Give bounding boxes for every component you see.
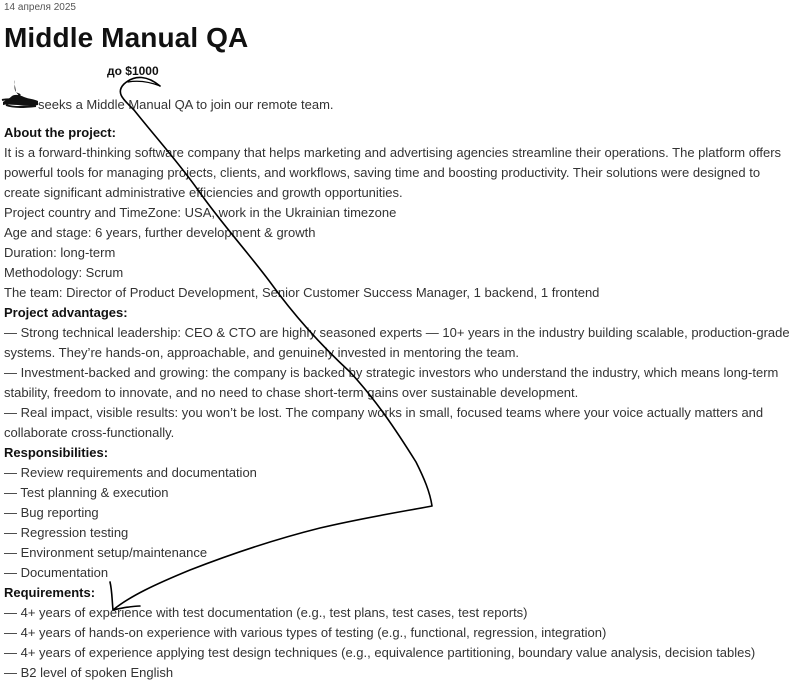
requirement-item: — 4+ years of hands-on experience with various types of testing (e.g., functional, regression, integration) <box>4 625 607 640</box>
detail-duration: Duration: long-term <box>4 245 116 260</box>
detail-methodology: Methodology: Scrum <box>4 265 124 280</box>
responsibility-item: — Regression testing <box>4 525 129 540</box>
requirement-item: — 4+ years of experience with test documentation (e.g., test plans, test cases, test reports) <box>4 605 528 620</box>
about-heading: About the project: <box>4 125 116 140</box>
intro-text: seeks a Middle Manual QA to join our remote team. <box>38 97 334 112</box>
responsibility-item: — Test planning & execution <box>4 485 169 500</box>
about-description: It is a forward-thinking software company that helps marketing and advertising agencies streamline their operations. The platform offers powerful tools for managing projects, clients, and workflows, saving time and boosting productivity. Their solutions were designed to create significant administrative efficiencies and growth opportunities. <box>4 145 782 200</box>
requirements-heading: Requirements: <box>4 585 96 600</box>
advantage-item: — Real impact, visible results: you won’t be lost. The company works in small, focused teams where your voice actually matters and collaborate cross-functionally. <box>4 405 764 440</box>
detail-country: Project country and TimeZone: USA, work in the Ukrainian timezone <box>4 205 397 220</box>
page-title: Middle Manual QA <box>4 22 249 53</box>
responsibility-item: — Review requirements and documentation <box>4 465 257 480</box>
responsibility-item: — Bug reporting <box>4 505 99 520</box>
advantage-item: — Strong technical leadership: CEO & CTO are highly seasoned experts — 10+ years in the industry building scalable, production-grade systems. They’re hands-on, approachable, and genuinely invested in mentoring the team. <box>4 325 790 360</box>
publication-date: 14 апреля 2025 <box>4 2 76 13</box>
advantage-item: — Investment-backed and growing: the company is backed by strategic investors who understand the industry, which means long-term stability, freedom to innovate, and no need to chase short-term gains over sustainable development. <box>4 365 779 400</box>
detail-age-stage: Age and stage: 6 years, further development & growth <box>4 225 316 240</box>
requirement-item: — 4+ years of experience applying test design techniques (e.g., equivalence partitioning, boundary value analysis, decision tables) <box>4 645 756 660</box>
salary-label: до $1000 <box>107 64 159 78</box>
responsibility-item: — Documentation <box>4 565 109 580</box>
detail-team: The team: Director of Product Development, Senior Customer Success Manager, 1 backend, 1 frontend <box>4 285 600 300</box>
advantages-heading: Project advantages: <box>4 305 128 320</box>
responsibility-item: — Environment setup/maintenance <box>4 545 208 560</box>
responsibilities-heading: Responsibilities: <box>4 445 109 460</box>
vacancy-content <box>4 95 794 683</box>
requirement-item: — B2 level of spoken English <box>4 665 174 680</box>
